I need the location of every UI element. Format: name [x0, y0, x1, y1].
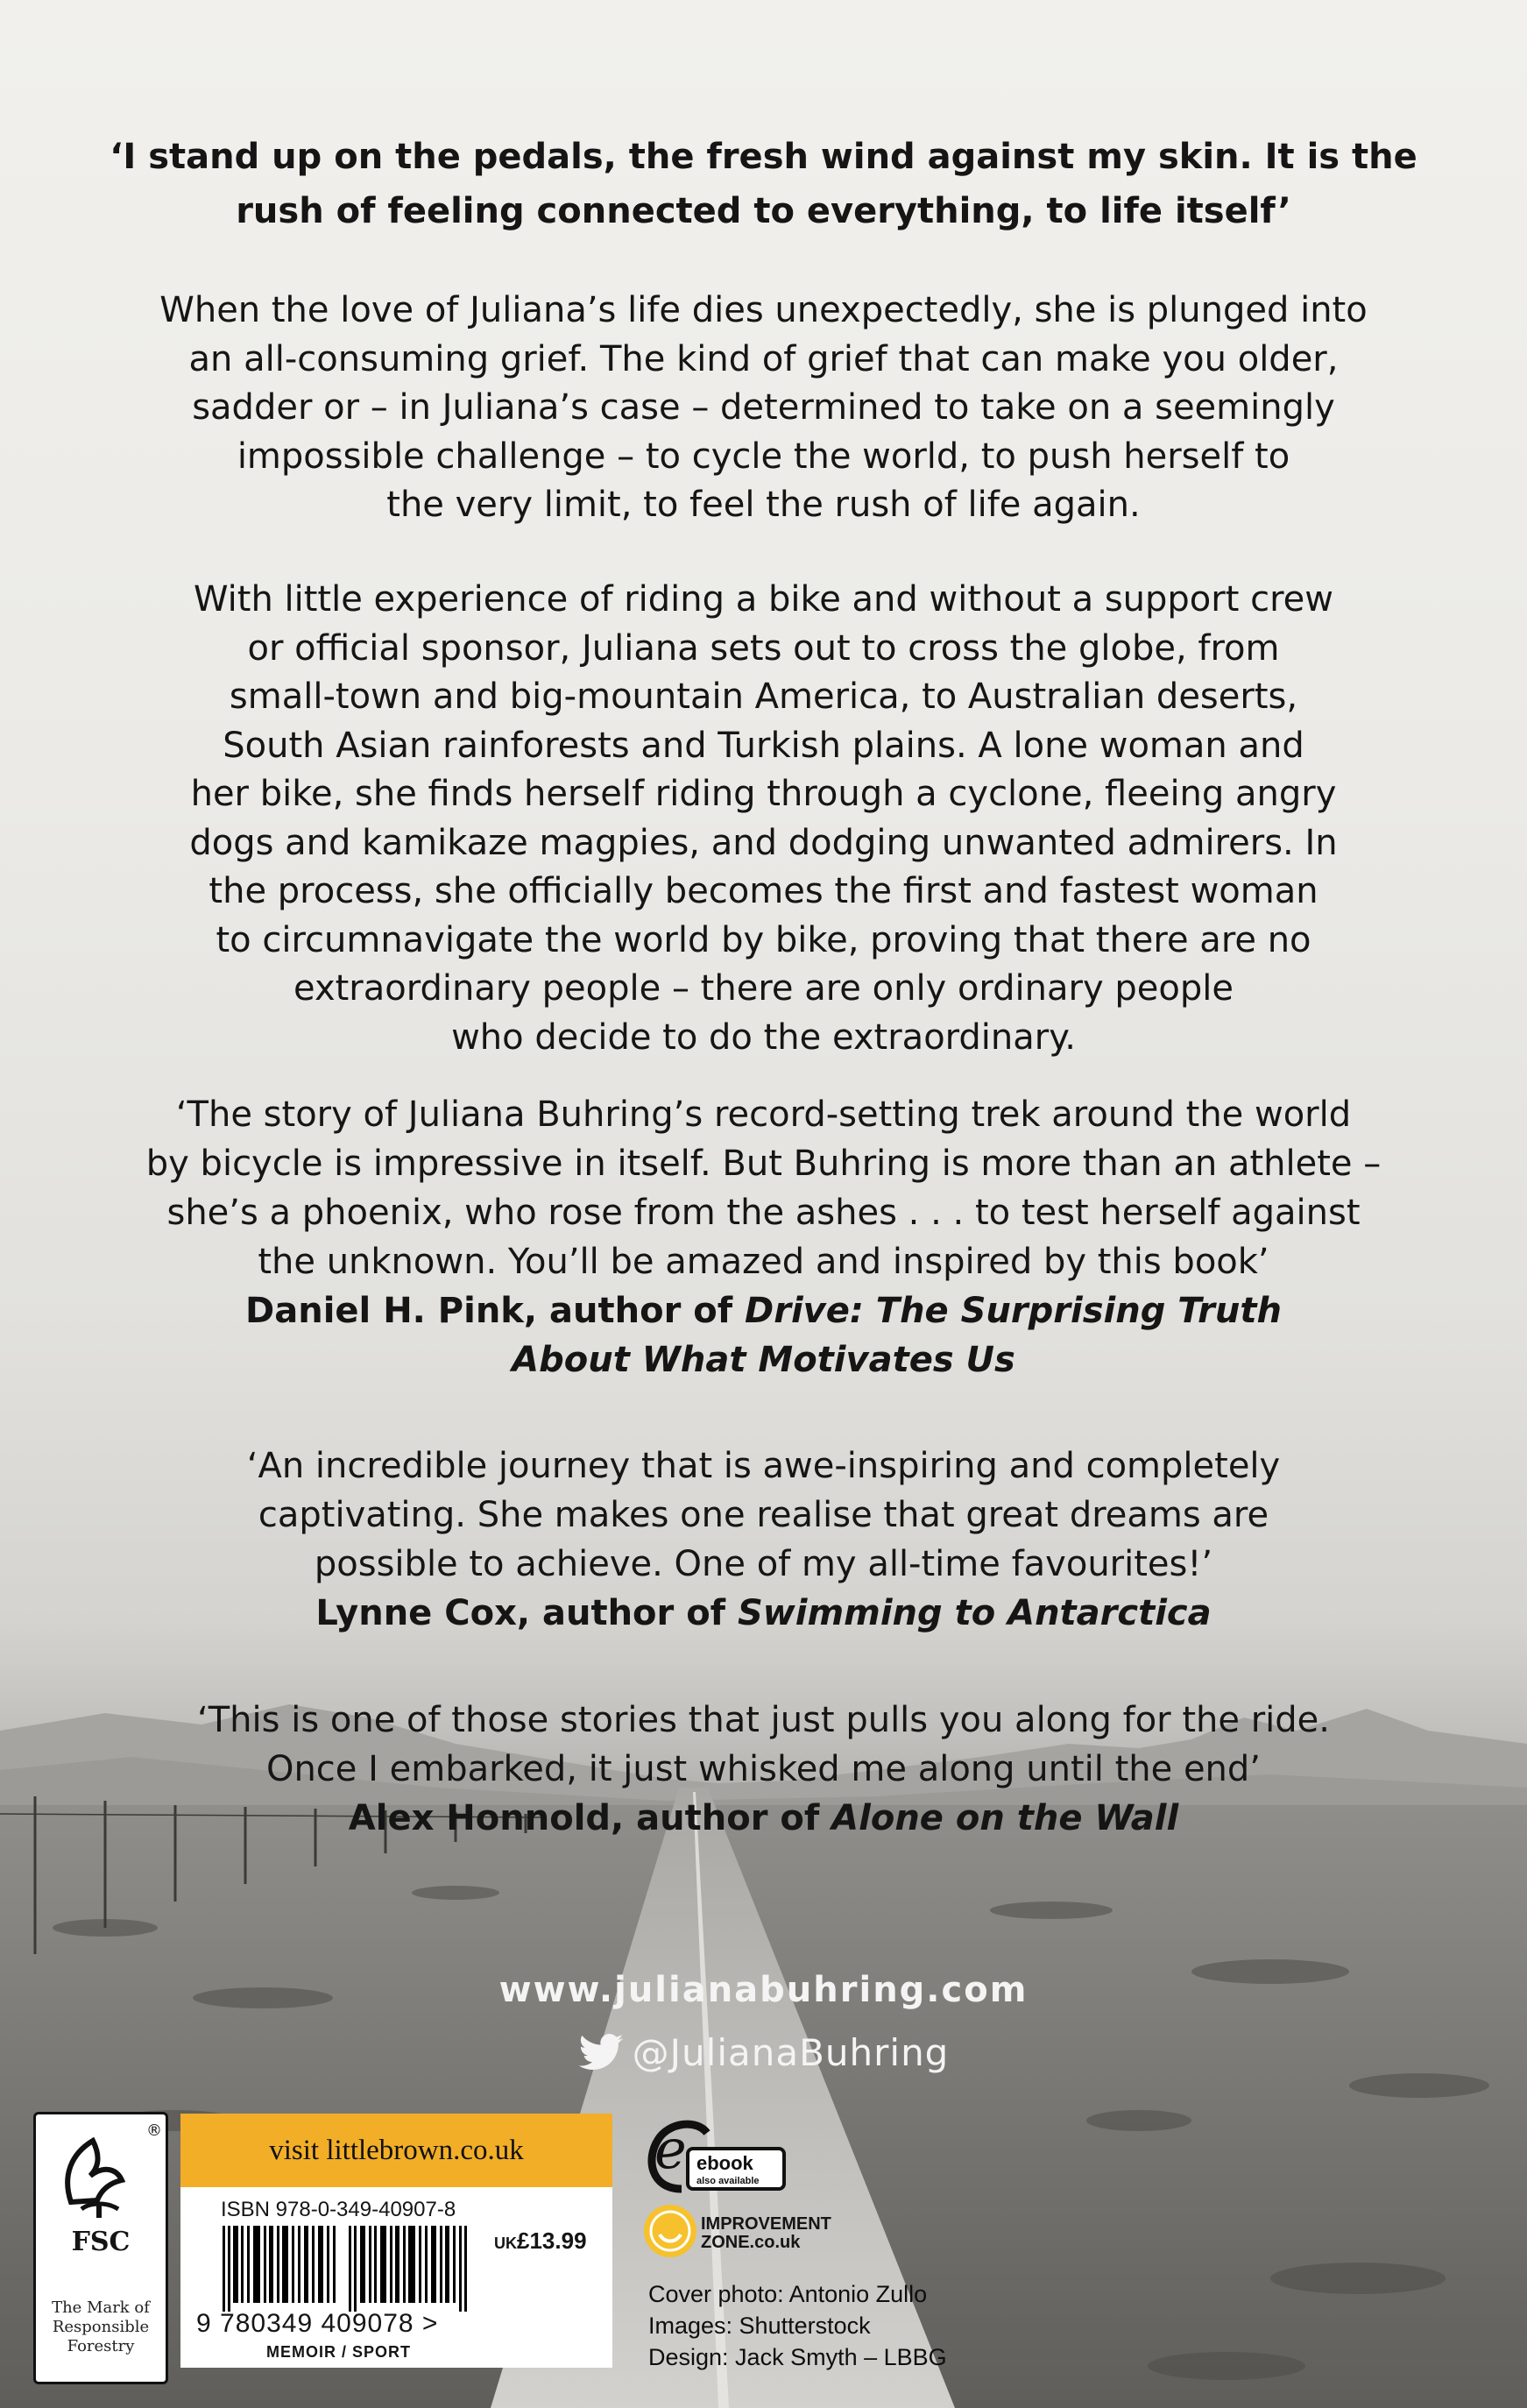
credit-line: Images: Shutterstock: [648, 2312, 871, 2339]
credit-line: Design: Jack Smyth – LBBG: [648, 2344, 947, 2370]
description-line: her bike, she finds herself riding through a cyclone, fleeing angry: [190, 774, 1337, 814]
author-website[interactable]: www.julianabuhring.com: [498, 1970, 1029, 2010]
attribution-book: Alone on the Wall: [831, 1798, 1179, 1838]
fsc-tagline: [36, 2298, 166, 2356]
barcode-panel: [180, 2114, 612, 2368]
description-line: the very limit, to feel the rush of life again.: [386, 485, 1141, 525]
description-line: small-town and big-mountain America, to Australian deserts,: [229, 676, 1298, 717]
description-paragraph-2: [0, 576, 1527, 1062]
blurb-line: ‘An incredible journey that is awe-inspiring and completely: [246, 1446, 1281, 1486]
isbn: ISBN 978-0-349-40907-8: [221, 2198, 456, 2221]
attribution-book: Swimming to Antarctica: [738, 1593, 1212, 1633]
blurb-attribution: [0, 1589, 1527, 1638]
blurb-honnold: [0, 1696, 1527, 1843]
cover-credits: [648, 2278, 947, 2373]
twitter-handle: @JulianaBuhring: [632, 2031, 950, 2074]
attribution-author: Daniel H. Pink, author of: [245, 1291, 746, 1331]
improvement-zone-text: [701, 2215, 831, 2252]
blurb-line: captivating. She makes one realise that great dreams are: [258, 1495, 1269, 1535]
blurb-line: by bicycle is impressive in itself. But Buhring is more than an athlete –: [145, 1144, 1382, 1184]
iz-line: IMPROVEMENT: [701, 2214, 831, 2234]
svg-text:e: e: [654, 2117, 687, 2181]
description-line: dogs and kamikaze magpies, and dodging unwanted admirers. In: [189, 822, 1338, 863]
blurb-line: the unknown. You’ll be amazed and inspired by this book’: [258, 1242, 1269, 1282]
ebook-main-label: ebook: [696, 2152, 753, 2174]
registered-mark: ®: [146, 2121, 162, 2140]
fsc-label: FSC: [71, 2227, 131, 2257]
attribution-book: Drive: The Surprising Truth: [745, 1291, 1282, 1331]
improvement-zone-logo-icon: [642, 2203, 698, 2259]
description-line: With little experience of riding a bike and without a support crew: [193, 579, 1333, 620]
barcode-icon: [223, 2226, 485, 2312]
blurb-line: ‘The story of Juliana Buhring’s record-setting trek around the world: [175, 1094, 1352, 1135]
tagline-line: ‘I stand up on the pedals, the fresh wind against my skin. It is the: [110, 137, 1417, 177]
blurb-line: ‘This is one of those stories that just pulls you along for the ride.: [197, 1700, 1330, 1740]
twitter-handle-row[interactable]: [0, 2031, 1527, 2074]
publisher-link[interactable]: visit littlebrown.co.uk: [180, 2114, 612, 2187]
attribution-author: Lynne Cox, author of: [315, 1593, 738, 1633]
blurb-line: she’s a phoenix, who rose from the ashes . . . to test herself against: [166, 1193, 1361, 1233]
tagline-line: rush of feeling connected to everything, to life itself’: [236, 191, 1291, 231]
description-line: sadder or – in Juliana’s case – determined to take on a seemingly: [192, 387, 1335, 428]
price: [494, 2227, 587, 2255]
description-line: who decide to do the extraordinary.: [451, 1016, 1076, 1058]
description-line: extraordinary people – there are only ordinary people: [293, 968, 1234, 1009]
description-paragraph-1: [0, 287, 1527, 530]
fsc-logo: [33, 2112, 168, 2384]
description-line: When the love of Juliana’s life dies unexpectedly, she is plunged into: [159, 290, 1368, 330]
ebook-sub-label: also available: [696, 2176, 760, 2186]
description-line: South Asian rainforests and Turkish plains. A lone woman and: [223, 725, 1304, 766]
tagline-quote: [0, 130, 1527, 238]
attribution-author: Alex Honnold, author of: [348, 1798, 832, 1838]
price-prefix: UK: [494, 2234, 517, 2252]
fsc-tagline-line: Forestry: [67, 2337, 135, 2355]
genre-label: MEMOIR / SPORT: [266, 2343, 412, 2361]
description-line: or official sponsor, Juliana sets out to cross the globe, from: [247, 627, 1280, 669]
description-line: to circumnavigate the world by bike, proving that there are no: [216, 919, 1311, 960]
blurb-attribution: [0, 1286, 1527, 1335]
fsc-tagline-line: The Mark of: [52, 2298, 150, 2317]
attribution-book: About What Motivates Us: [512, 1340, 1015, 1380]
description-line: the process, she officially becomes the first and fastest woman: [209, 871, 1318, 911]
description-line: an all-consuming grief. The kind of grief that can make you older,: [188, 338, 1339, 379]
twitter-bird-icon: [578, 2034, 624, 2071]
blurb-cox: [0, 1441, 1527, 1638]
blurb-pink: [0, 1090, 1527, 1385]
price-value: £13.99: [517, 2227, 587, 2254]
blurb-line: Once I embarked, it just whisked me along until the end’: [265, 1749, 1262, 1789]
credit-line: Cover photo: Antonio Zullo: [648, 2281, 928, 2307]
fsc-tree-icon: [36, 2114, 166, 2224]
iz-line: ZONE.co.uk: [701, 2233, 801, 2252]
blurb-attribution: [0, 1794, 1527, 1843]
blurb-line: possible to achieve. One of my all-time favourites!’: [314, 1544, 1213, 1584]
barcode-digits: 9 780349 409078 >: [196, 2309, 439, 2338]
blurb-attribution-cont: [0, 1335, 1527, 1385]
fsc-tagline-line: Responsible: [52, 2318, 150, 2336]
description-line: impossible challenge – to cycle the world, to push herself to: [237, 436, 1290, 477]
ebook-available-badge: [642, 2115, 791, 2196]
